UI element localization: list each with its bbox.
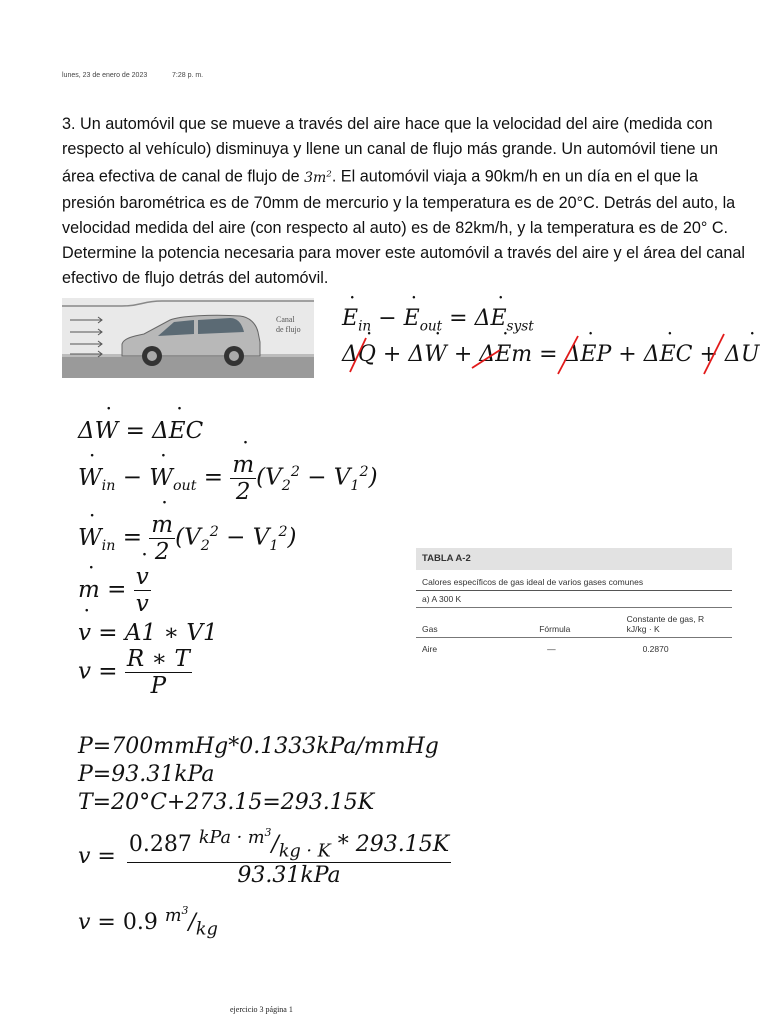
- problem-statement: [62, 112, 752, 291]
- row-value: 0.2870: [642, 644, 669, 654]
- v-num-unit-b: kg · K: [278, 841, 331, 862]
- row-gas: Aire: [422, 644, 438, 654]
- row-formula: —: [547, 644, 556, 654]
- page-footer: ejercicio 3 página 1: [230, 1005, 293, 1014]
- v-num-value: 0.287: [128, 832, 192, 858]
- table-a2: [416, 548, 732, 657]
- table-section: a) A 300 K: [416, 591, 732, 608]
- area-value: 3: [304, 169, 313, 186]
- col-gas: Gas: [422, 624, 438, 634]
- col-formula: Fórmula: [539, 624, 571, 634]
- car-flow-figure: [62, 298, 314, 378]
- strike-marks: [340, 330, 740, 380]
- v-num-unit-exp: 3: [264, 826, 272, 839]
- v-den: 93.31kPa: [127, 862, 451, 888]
- figure-label-canal: Canal: [276, 315, 295, 324]
- note-date: lunes, 23 de enero de 2023: [62, 72, 148, 79]
- col-const-2: kJ/kg · K: [626, 624, 660, 634]
- eq-mass-flow: m ˙ = $\frac{v ˙}{v}$: [78, 564, 151, 617]
- area-unit: m: [313, 169, 327, 186]
- calc-pressure-result: P=93.31kPa: [78, 762, 215, 787]
- eq-work-in-out: W $˙_{in} - W$ $˙_{out}$ = $\frac{m ˙}{2}$ $(V_2^2 - V_1^2)$: [78, 452, 378, 505]
- calc-specific-volume: v = $\frac{0.287 ^{kPa \cdot m^3}/_{kg \cdot K} * 293.15K}{\text{93.31kPa}}$: [78, 826, 450, 888]
- calc-specific-volume-result: v = 0.9 $^{m^3}/_{kg}$: [78, 904, 218, 940]
- energy-balance-rate: E $˙_{in} - E$ $˙_{out} = \Delta E$ $˙_{syst}$: [342, 306, 534, 334]
- v-result-value: 0.9: [122, 910, 158, 936]
- v-result-unit-b: kg: [195, 919, 218, 940]
- eq-work-kinetic: ΔW ˙ = ΔE ˙C: [78, 418, 203, 444]
- v-result-unit-a: m: [164, 905, 182, 926]
- problem-text-1: Un automóvil que se mueve a través del aire hace que la velocidad del aire (medida con respecto al vehículo) disminuya y llene un canal de flujo más grande. Un automóvil tiene un área efectiva de canal de flujo de: [62, 115, 718, 186]
- table-subtitle: Calores específicos de gas ideal de varios gases comunes: [416, 574, 732, 591]
- calc-pressure: P=700mmHg*0.1333kPa/mmHg: [78, 734, 439, 759]
- v-num-tail: * 293.15K: [330, 832, 450, 858]
- note-time: 7:28 p. m.: [172, 72, 204, 79]
- problem-number: 3.: [62, 115, 76, 133]
- table-title: TABLA A-2: [416, 548, 732, 570]
- calc-temperature: T=20°C+273.15=293.15K: [78, 790, 375, 815]
- problem-text-2: . El automóvil viaja a 90km/h en un día en el que la presión barométrica es de 70mm de mercurio y la temperatura es de 20°C. Detrás del auto, la velocidad medida del aire (con respecto al auto) es de 82km/h, y la temperatura es de 20° C. Determine la potencia necesaria para mover este automóvil a través del aire y el área del canal efectivo de flujo detrás del automóvil.: [62, 167, 745, 287]
- col-const-1: Constante de gas, R: [626, 614, 705, 624]
- energy-balance-terms: ΔQ ˙ + ΔW ˙ + ΔE ˙m = ΔE ˙P + ΔE ˙C + ΔU ˙: [342, 342, 759, 367]
- v-num-unit-a: kPa · m: [198, 827, 265, 848]
- v-result-unit-exp: 3: [181, 904, 189, 917]
- eq-volume-flow: v ˙ = A1 ∗ V1: [78, 620, 218, 646]
- eq-specific-volume: v = $\frac{R ∗ T}{P}$: [78, 646, 190, 699]
- eq-work-in: W $˙_{in}$ = $\frac{m ˙}{2}$ $(V_2^2 - V_1^2)$: [78, 512, 297, 565]
- figure-label-flujo: de flujo: [276, 325, 301, 334]
- area-exp: 2: [326, 169, 332, 179]
